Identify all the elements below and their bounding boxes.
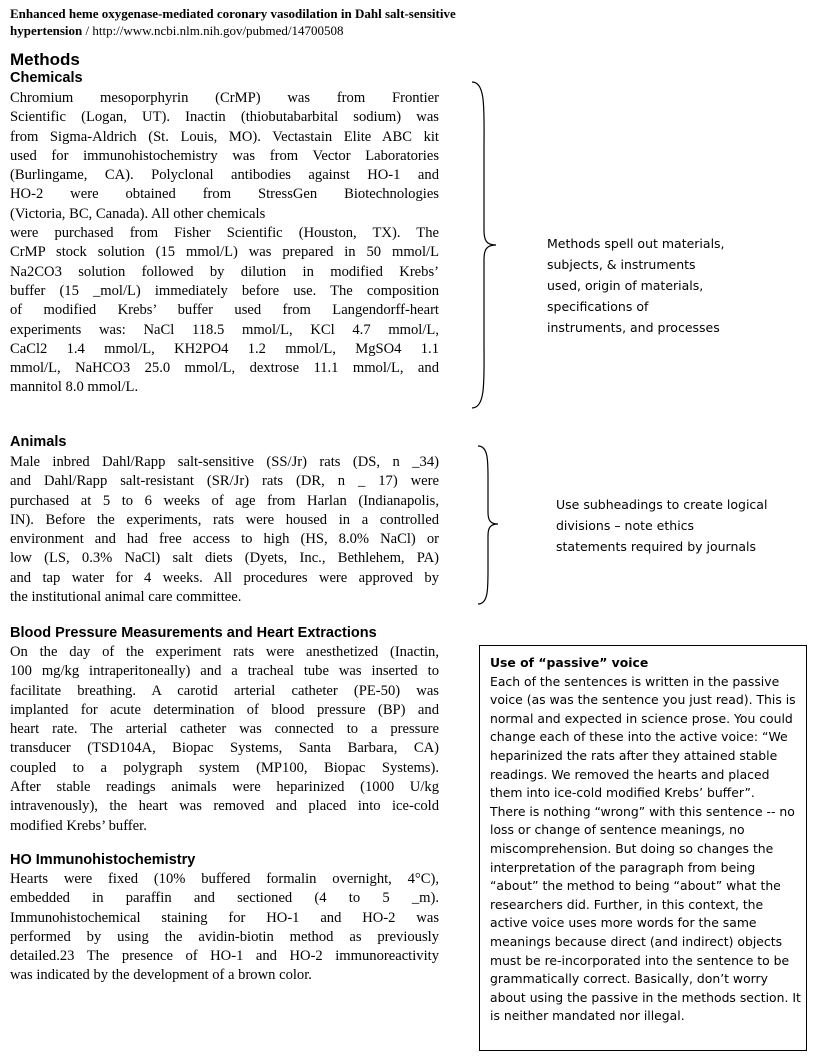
box-line: interpretation of the paragraph from being bbox=[490, 859, 756, 875]
animals-note bbox=[556, 494, 767, 557]
chemicals-line: CrMP stock solution (15 mmol/L) was prepared in 50 mmol/L bbox=[10, 244, 439, 261]
animals-paragraph bbox=[10, 453, 439, 607]
animals-line: the institutional animal care committee. bbox=[10, 589, 242, 606]
blood-pressure-paragraph bbox=[10, 643, 439, 836]
ho-immuno-line: embedded in paraffin and sectioned (4 to 5 _m). bbox=[10, 890, 439, 907]
ho-immuno-paragraph bbox=[10, 870, 439, 986]
animals-line: environment and had free access to high (HS, 8.0% NaCl) or bbox=[10, 531, 439, 548]
article-url: / http://www.ncbi.nlm.nih.gov/pubmed/14700508 bbox=[82, 23, 344, 38]
blood-pressure-line: heart rate. The arterial catheter was connected to a pressure bbox=[10, 721, 439, 738]
box-line: them into ice-cold modified Krebs’ buffer”. bbox=[490, 785, 755, 801]
ho-immuno-line: performed by using the avidin-biotin method as previously bbox=[10, 928, 439, 945]
box-line: “about” the method to being “about” what the bbox=[490, 878, 781, 894]
box-line: change each of these into the active voice: “We bbox=[490, 729, 788, 745]
box-line: meanings because direct (and indirect) objects bbox=[490, 933, 783, 949]
box-line: normal and expected in science prose. You could bbox=[490, 710, 793, 726]
blood-pressure-line: After stable readings animals were heparinized (1000 U/kg bbox=[10, 779, 439, 796]
chemicals-line: Na2CO3 solution followed by dilution in modified Krebs’ bbox=[10, 263, 439, 280]
chemicals-line: (Burlingame, CA). Polyclonal antibodies against HO-1 and bbox=[10, 167, 439, 184]
article-title: Enhanced heme oxygenase-mediated coronary vasodilation in Dahl salt-sensitive bbox=[10, 6, 456, 21]
box-line: must be re-incorporated into the sentence to be bbox=[490, 952, 790, 968]
box-line: Each of the sentences is written in the passive bbox=[490, 673, 780, 689]
ho-immuno-line: detailed.23 The presence of HO-1 and HO-2 immunoreactivity bbox=[10, 948, 439, 965]
blood-pressure-line: implanted for acute determination of blood pressure (BP) and bbox=[10, 701, 439, 718]
chemicals-line: Chromium mesoporphyrin (CrMP) was from Frontier bbox=[10, 90, 439, 106]
animals-line: Male inbred Dahl/Rapp salt-sensitive (SS/Jr) rats (DS, n _34) bbox=[10, 454, 439, 470]
chemicals-line: were purchased from Fisher Scientific (Houston, TX). The bbox=[10, 225, 439, 242]
chemicals-line: mannitol 8.0 mmol/L. bbox=[10, 379, 139, 396]
blood-pressure-line: transducer (TSD104A, Biopac Systems, Santa Barbara, CA) bbox=[10, 740, 439, 757]
note-line: used, origin of materials, bbox=[547, 278, 704, 293]
animals-line: purchased at 5 to 6 weeks of age from Harlan (Indianapolis, bbox=[10, 492, 439, 509]
animals-line: low (LS, 0.3% NaCl) salt diets (Dyets, Inc., Bethlehem, PA) bbox=[10, 550, 439, 567]
chemicals-line: from Sigma-Aldrich (St. Louis, MO). Vectastain Elite ABC kit bbox=[10, 128, 439, 145]
note-line: instruments, and processes bbox=[547, 320, 720, 335]
passive-voice-title: Use of “passive” voice bbox=[490, 655, 649, 670]
blood-pressure-heading: Blood Pressure Measurements and Heart Extractions bbox=[10, 625, 377, 641]
methods-heading: Methods bbox=[10, 50, 80, 69]
chemicals-line: CaCl2 1.4 mmol/L, KH2PO4 1.2 mmol/L, MgSO4 1.1 bbox=[10, 340, 439, 357]
chemicals-heading: Chemicals bbox=[10, 70, 83, 86]
box-line: miscomprehension. But doing so changes the bbox=[490, 840, 774, 856]
ho-immuno-line: Hearts were fixed (10% buffered formalin overnight, 4°C), bbox=[10, 871, 439, 887]
box-line: readings. We removed the hearts and placed bbox=[490, 766, 770, 782]
ho-immuno-heading: HO Immunohistochemistry bbox=[10, 852, 196, 868]
chemicals-line: experiments was: NaCl 118.5 mmol/L, KCl 4.7 mmol/L, bbox=[10, 321, 439, 338]
box-line: There is nothing “wrong” with this sentence -- no bbox=[490, 803, 795, 819]
note-line: specifications of bbox=[547, 299, 649, 314]
note-line: statements required by journals bbox=[556, 539, 757, 554]
article-header bbox=[10, 5, 510, 39]
animals-heading: Animals bbox=[10, 434, 67, 450]
box-line: researchers did. Further, in this context, the bbox=[490, 896, 764, 912]
chemicals-line: buffer (15 _mol/L) immediately before use. The composition bbox=[10, 282, 439, 299]
blood-pressure-line: intravenously), the heart was removed and placed into ice-cold bbox=[10, 798, 439, 815]
chemicals-line: of modified Krebs’ buffer used from Langendorff-heart bbox=[10, 302, 439, 319]
box-line: heparinized the rats after they attained stable bbox=[490, 747, 778, 763]
animals-line: IN). Before the experiments, rats were housed in a controlled bbox=[10, 511, 439, 528]
passive-voice-box bbox=[479, 645, 807, 1051]
note-line: Methods spell out materials, bbox=[547, 236, 725, 251]
blood-pressure-line: 100 mg/kg intraperitoneally) and a tracheal tube was inserted to bbox=[10, 663, 439, 680]
chemicals-line: Scientific (Logan, UT). Inactin (thiobutabarbital sodium) was bbox=[10, 109, 439, 126]
chemicals-note bbox=[547, 233, 725, 338]
chemicals-paragraph bbox=[10, 89, 439, 398]
blood-pressure-line: On the day of the experiment rats were anesthetized (Inactin, bbox=[10, 644, 439, 660]
article-title-continued: hypertension bbox=[10, 23, 83, 38]
ho-immuno-line: was indicated by the development of a brown color. bbox=[10, 967, 312, 984]
chemicals-line: HO-2 were obtained from StressGen Biotechnologies bbox=[10, 186, 439, 203]
box-line: voice (as was the sentence you just read). This is bbox=[490, 692, 796, 708]
box-line: is neither mandated nor illegal. bbox=[490, 1008, 685, 1024]
blood-pressure-line: facilitate breathing. A carotid arterial catheter (PE-50) was bbox=[10, 682, 439, 699]
note-line: Use subheadings to create logical bbox=[556, 497, 768, 512]
chemicals-line: (Victoria, BC, Canada). All other chemicals bbox=[10, 205, 266, 222]
chemicals-line: used for immunohistochemistry was from Vector Laboratories bbox=[10, 147, 439, 164]
chemicals-brace bbox=[468, 80, 504, 410]
box-line: active voice uses more words for the same bbox=[490, 915, 757, 931]
note-line: divisions – note ethics bbox=[556, 518, 695, 533]
animals-line: and Dahl/Rapp salt-resistant (SR/Jr) rats (DR, n _ 17) were bbox=[10, 473, 439, 490]
note-line: subjects, & instruments bbox=[547, 257, 696, 272]
box-line: loss or change of sentence meanings, no bbox=[490, 822, 745, 838]
ho-immuno-line: Immunohistochemical staining for HO-1 and HO-2 was bbox=[10, 909, 439, 926]
animals-brace bbox=[474, 444, 506, 606]
animals-line: and tap water for 4 weeks. All procedures were approved by bbox=[10, 569, 439, 586]
blood-pressure-line: coupled to a polygraph system (MP100, Biopac Systems). bbox=[10, 759, 439, 776]
box-line: about using the passive in the methods section. It bbox=[490, 989, 801, 1005]
box-line: grammatically correct. Basically, don’t worry bbox=[490, 971, 768, 987]
blood-pressure-line: modified Krebs’ buffer. bbox=[10, 817, 147, 834]
chemicals-line: mmol/L, NaHCO3 25.0 mmol/L, dextrose 11.1 mmol/L, and bbox=[10, 360, 439, 377]
